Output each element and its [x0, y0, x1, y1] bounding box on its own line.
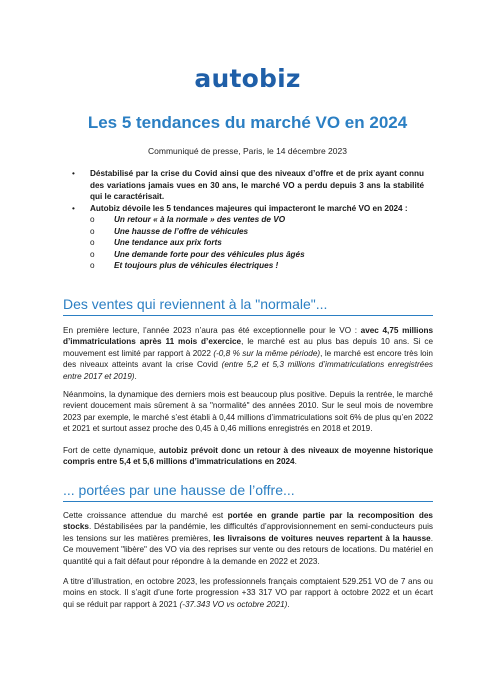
circle-bullet-icon: o	[90, 249, 95, 259]
trend-text: Une hausse de l’offre de véhicules	[114, 226, 249, 236]
bullet-dot-icon: •	[72, 203, 75, 213]
summary-bullet-text: Autobiz dévoile les 5 tendances majeures qui impacteront le marché VO en 2024 :	[90, 203, 408, 213]
bullet-dot-icon: •	[72, 169, 75, 178]
text-run: , le marché est encore très loin des niveaux atteints avant la crise Covid	[63, 348, 433, 370]
trend-item	[90, 260, 424, 272]
text-run-bold: autobiz prévoit donc un retour à des niveaux de moyenne historique compris entre 5,4 et 5,6 millions d’immatriculations en 2024	[63, 446, 434, 467]
trend-item	[90, 214, 424, 226]
press-release-dateline: Communiqué de presse, Paris, le 14 décembre 2023	[148, 146, 347, 156]
paragraph-recent-dynamics: Néanmoins, la dynamique des derniers mois est beaucoup plus positive. Depuis la rentrée, le marché revient doucement mais sûrement à sa "normalité" des années 2010. Sur le seul mois de novembre 2023 par exemple, le marché s’est établi à 0,44 millions d’immatriculations soit 6% de plus qu’en 2022 et 2021 et surtout assez proche des 0,45 à 0,46 millions enregistrés en 2018 et 2019.	[63, 390, 434, 434]
page-title: Les 5 tendances du marché VO en 2024	[87, 113, 408, 132]
trend-text: Un retour « à la normale » des ventes de VO	[114, 215, 286, 224]
summary-bullet	[72, 203, 424, 215]
text-run: .	[287, 599, 290, 609]
text-run: Cette croissance attendue du marché est	[63, 511, 228, 520]
text-run: .	[134, 371, 137, 381]
text-run: A titre d’illustration, en octobre 2023, les professionnels français comptaient 529.251 VO de 7 ans ou moins en stock. Il s’agit d’une forte progression +33 317 VO par rapport à octobre 2022 et un écart qui se réduit par rapport à 2021	[63, 577, 433, 609]
text-run: Fort de cette dynamique,	[63, 446, 159, 455]
paragraph-stock-illustration	[63, 576, 433, 610]
text-run-bold: avec 4,75 millions d’immatriculations après 11 mois d’exercice	[63, 326, 433, 347]
paragraph-sales-2023	[63, 325, 433, 382]
summary-bullet	[72, 168, 424, 203]
trend-text: Une demande forte pour des véhicules plus âgés	[114, 249, 305, 259]
text-run-italic: (-37.343 VO vs octobre 2021)	[179, 599, 288, 609]
trend-list	[90, 214, 424, 272]
text-run-italic: (entre 5,2 et 5,3 millions d’immatriculations enregistrées entre 2017 et 2019)	[63, 360, 433, 381]
trend-text: Une tendance aux prix forts	[114, 238, 222, 247]
trend-item	[90, 249, 424, 261]
text-run-bold: portée en grande partie par la recomposition des stocks	[63, 511, 433, 532]
circle-bullet-icon: o	[90, 226, 95, 236]
trend-item	[90, 226, 424, 238]
summary-bullets	[72, 168, 424, 272]
text-run-italic: (-0,8 % sur la même période)	[213, 348, 321, 358]
trend-item	[90, 237, 424, 249]
circle-bullet-icon: o	[90, 238, 95, 247]
text-run: , le marché est au plus bas depuis 10 ans. Si ce mouvement est limité par rapport à 2022	[63, 337, 434, 358]
circle-bullet-icon: o	[90, 215, 95, 224]
text-run: .	[294, 457, 297, 467]
paragraph-stock-recomposition	[63, 510, 433, 567]
summary-bullet-text: Déstabilisé par la crise du Covid ainsi que des niveaux d’offre et de prix ayant connu des variations jamais vues en 30 ans, le marché VO a perdu depuis 3 ans la stabilité qui le caractérisait.	[90, 169, 424, 201]
trend-text: Et toujours plus de véhicules électriques !	[114, 261, 279, 270]
section-heading-offer: ... portées par une hausse de l’offre...	[63, 482, 433, 502]
autobiz-logo: autobiz	[194, 64, 301, 93]
circle-bullet-icon: o	[90, 261, 95, 270]
text-run: En première lecture, l’année 2023 n’aura pas été exceptionnelle pour le VO :	[63, 326, 361, 335]
text-run: . Déstabilisées par la pandémie, les difficultés d’approvisionnement en semi-conducteurs puis les tensions sur les matières premières,	[63, 522, 433, 543]
paragraph-forecast-2024	[63, 445, 433, 468]
section-heading-sales: Des ventes qui reviennent à la "normale"...	[63, 296, 433, 316]
text-run: . Ce mouvement "libère" des VO via des reprises sur vente ou des retours de locations. Du matériel en quantité qui a fait défaut pour répondre à la demande en 2022 et 2023.	[63, 533, 434, 566]
text-run-bold: les livraisons de voitures neuves repartent à la hausse	[213, 533, 431, 543]
